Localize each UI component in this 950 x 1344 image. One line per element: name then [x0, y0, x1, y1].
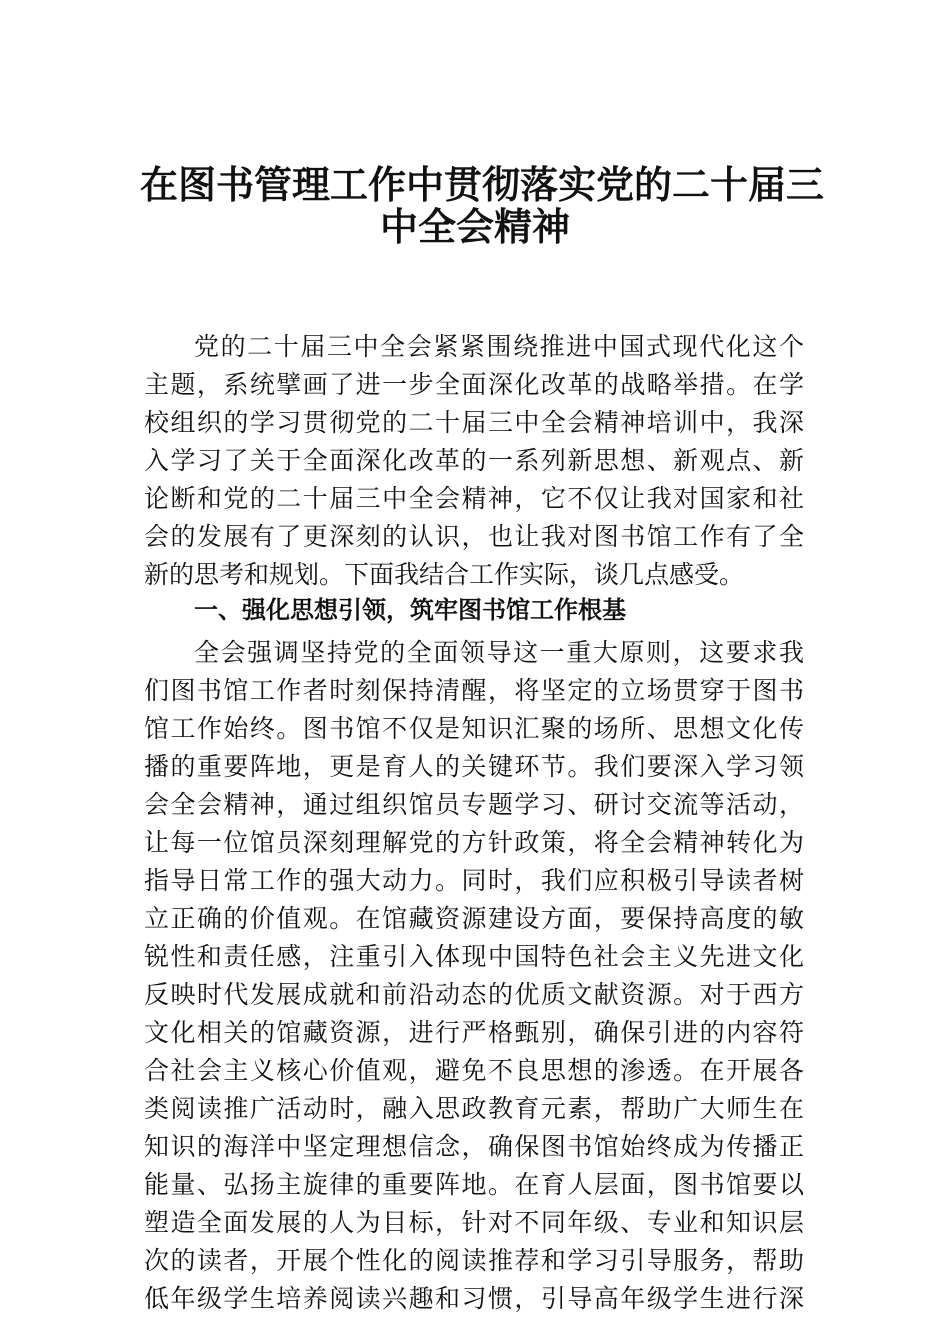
paragraph-1-line: 新的思考和规划。下面我结合工作实际，谈几点感受。	[144, 560, 745, 589]
paragraph-1-line: 党的二十届三中全会紧紧围绕推进中国式现代化这个	[194, 332, 804, 361]
paragraph-2-line: 让每一位馆员深刻理解党的方针政策，将全会精神转化为	[144, 828, 804, 857]
paragraph-1-line: 主题，系统擘画了进一步全面深化改革的战略举措。在学	[144, 370, 804, 399]
paragraph-2-line: 播的重要阵地，更是育人的关键环节。我们要深入学习领	[144, 752, 804, 781]
paragraph-2-line: 合社会主义核心价值观，避免不良思想的渗透。在开展各	[144, 1056, 804, 1085]
paragraph-1-line: 会的发展有了更深刻的认识，也让我对图书馆工作有了全	[144, 522, 804, 551]
paragraph-2-line: 们图书馆工作者时刻保持清醒，将坚定的立场贯穿于图书	[144, 676, 804, 705]
paragraph-2-line: 指导日常工作的强大动力。同时，我们应积极引导读者树	[144, 866, 804, 895]
paragraph-2-line: 塑造全面发展的人为目标，针对不同年级、专业和知识层	[144, 1208, 804, 1237]
paragraph-1-line: 论断和党的二十届三中全会精神，它不仅让我对国家和社	[144, 484, 804, 513]
paragraph-2-line: 次的读者，开展个性化的阅读推荐和学习引导服务，帮助	[144, 1246, 804, 1275]
paragraph-2-line: 类阅读推广活动时，融入思政教育元素，帮助广大师生在	[144, 1094, 804, 1123]
paragraph-2-line: 能量、弘扬主旋律的重要阵地。在育人层面，图书馆要以	[144, 1170, 804, 1199]
paragraph-1-line: 入学习了关于全面深化改革的一系列新思想、新观点、新	[144, 446, 804, 475]
section-heading-1: 一、强化思想引领，筑牢图书馆工作根基	[194, 596, 626, 624]
paragraph-2-line: 馆工作始终。图书馆不仅是知识汇聚的场所、思想文化传	[144, 714, 804, 743]
document-title-line-1: 在图书管理工作中贯彻落实党的二十届三	[140, 162, 825, 207]
paragraph-2-line: 低年级学生培养阅读兴趣和习惯，引导高年级学生进行深	[144, 1284, 804, 1313]
paragraph-2-line: 反映时代发展成就和前沿动态的优质文献资源。对于西方	[144, 980, 804, 1009]
document-title-line-2: 中全会精神	[379, 204, 570, 249]
paragraph-1-line: 校组织的学习贯彻党的二十届三中全会精神培训中，我深	[144, 408, 804, 437]
paragraph-2-line: 会全会精神，通过组织馆员专题学习、研讨交流等活动，	[144, 790, 804, 819]
paragraph-2-line: 立正确的价值观。在馆藏资源建设方面，要保持高度的敏	[144, 904, 804, 933]
paragraph-2-line: 全会强调坚持党的全面领导这一重大原则，这要求我	[194, 638, 804, 667]
paragraph-2-line: 知识的海洋中坚定理想信念，确保图书馆始终成为传播正	[144, 1132, 804, 1161]
paragraph-2-line: 文化相关的馆藏资源，进行严格甄别，确保引进的内容符	[144, 1018, 804, 1047]
paragraph-2-line: 锐性和责任感，注重引入体现中国特色社会主义先进文化	[144, 942, 804, 971]
